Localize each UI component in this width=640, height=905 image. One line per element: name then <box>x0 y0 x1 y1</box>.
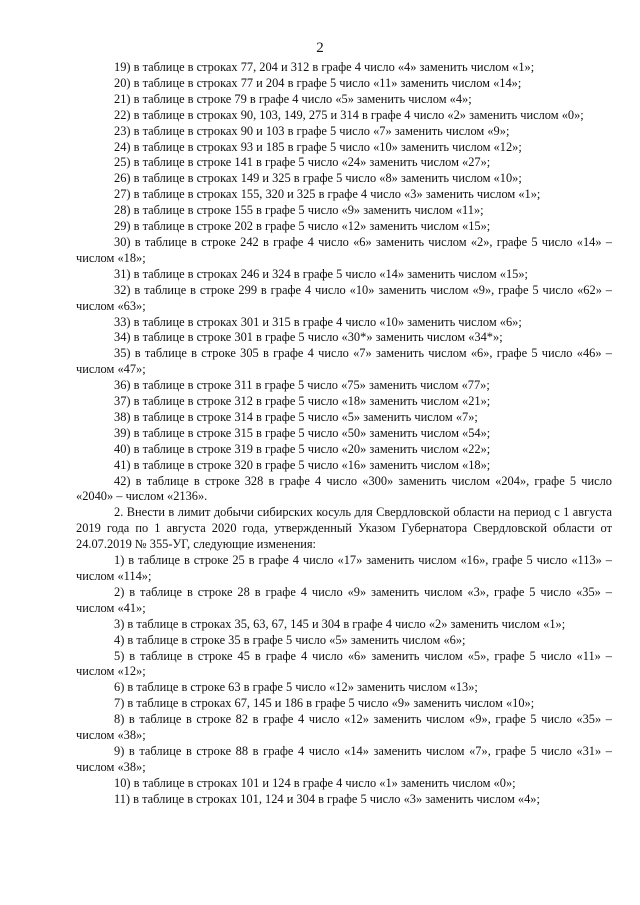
paragraph: 4) в таблице в строке 35 в графе 5 число «5» заменить числом «6»; <box>114 632 466 647</box>
paragraph: 32) в таблице в строке 299 в графе 4 число «10» заменить числом «9», графе 5 число «62» – числом «63»; <box>76 282 612 313</box>
paragraph: 19) в таблице в строках 77, 204 и 312 в графе 4 число «4» заменить числом «1»; <box>114 60 535 74</box>
paragraph: 7) в таблице в строках 67, 145 и 186 в графе 5 число «9» заменить числом «10»; <box>114 696 535 711</box>
paragraph: 22) в таблице в строках 90, 103, 149, 275 и 314 в графе 4 число «2» заменить числом «0»; <box>114 107 584 122</box>
paragraph: 33) в таблице в строках 301 и 315 в графе 4 число «10» заменить числом «6»; <box>114 314 522 329</box>
paragraph: 1) в таблице в строке 25 в графе 4 число «17» заменить числом «16», графе 5 число «113» – числом «114»; <box>76 553 612 583</box>
paragraph: 20) в таблице в строках 77 и 204 в графе 5 число «11» заменить числом «14»; <box>114 75 522 90</box>
paragraph: 40) в таблице в строке 319 в графе 5 число «20» заменить числом «22»; <box>114 441 491 456</box>
page-number: 2 <box>316 40 324 56</box>
paragraph: 26) в таблице в строках 149 и 325 в графе 5 число «8» заменить числом «10»; <box>114 171 522 186</box>
paragraph: 29) в таблице в строке 202 в графе 5 число «12» заменить числом «15»; <box>114 219 491 234</box>
paragraph: 25) в таблице в строке 141 в графе 5 число «24» заменить числом «27»; <box>114 155 491 170</box>
paragraph: 8) в таблице в строке 82 в графе 4 число «12» заменить числом «9», графе 5 число «35» – числом «38»; <box>76 712 612 743</box>
paragraph: 27) в таблице в строках 155, 320 и 325 в графе 4 число «3» заменить числом «1»; <box>114 187 541 202</box>
paragraph: 38) в таблице в строке 314 в графе 5 число «5» заменить числом «7»; <box>114 409 478 424</box>
paragraph: 34) в таблице в строке 301 в графе 5 число «30*» заменить числом «34*»; <box>114 330 503 345</box>
paragraph: 31) в таблице в строках 246 и 324 в графе 5 число «14» заменить числом «15»; <box>114 266 528 281</box>
paragraph: 23) в таблице в строках 90 и 103 в графе 5 число «7» заменить числом «9»; <box>114 123 510 138</box>
paragraph: 3) в таблице в строках 35, 63, 67, 145 и 304 в графе 4 число «2» заменить числом «1»; <box>114 616 566 631</box>
paragraph: 28) в таблице в строке 155 в графе 5 число «9» заменить числом «11»; <box>114 203 484 218</box>
paragraph: 9) в таблице в строке 88 в графе 4 число «14» заменить числом «7», графе 5 число «31» – числом «38»; <box>76 743 612 774</box>
paragraph: 35) в таблице в строке 305 в графе 4 число «7» заменить числом «6», графе 5 число «46» – числом «47»; <box>76 346 612 377</box>
paragraph: 2. Внести в лимит добычи сибирских косуль для Свердловской области на период с 1 августа 2019 года по 1 августа 2020 года, утвержденный Указом Губернатора Свердловской области от 24.07.2019 № 355-УГ, следующие изменения: <box>76 505 612 552</box>
paragraph: 42) в таблице в строке 328 в графе 4 число «300» заменить числом «204», графе 5 число «2040» – числом «2136». <box>76 473 612 504</box>
paragraph: 24) в таблице в строках 93 и 185 в графе 5 число «10» заменить числом «12»; <box>114 139 522 154</box>
paragraph: 21) в таблице в строке 79 в графе 4 число «5» заменить числом «4»; <box>114 91 472 106</box>
paragraph: 41) в таблице в строке 320 в графе 5 число «16» заменить числом «18»; <box>114 457 491 472</box>
paragraph: 5) в таблице в строке 45 в графе 4 число «6» заменить числом «5», графе 5 число «11» – числом «12»; <box>76 648 612 679</box>
paragraph: 2) в таблице в строке 28 в графе 4 число «9» заменить числом «3», графе 5 число «35» – числом «41»; <box>76 584 612 615</box>
paragraph: 39) в таблице в строке 315 в графе 5 число «50» заменить числом «54»; <box>114 425 491 440</box>
paragraph: 6) в таблице в строке 63 в графе 5 число «12» заменить числом «13»; <box>114 680 478 695</box>
paragraph: 37) в таблице в строке 312 в графе 5 число «18» заменить числом «21»; <box>114 394 491 409</box>
paragraph: 36) в таблице в строке 311 в графе 5 число «75» заменить числом «77»; <box>114 378 490 393</box>
paragraph: 30) в таблице в строке 242 в графе 4 число «6» заменить числом «2», графе 5 число «14» – числом «18»; <box>76 234 612 265</box>
document-body <box>76 60 612 808</box>
paragraph: 10) в таблице в строках 101 и 124 в графе 4 число «1» заменить числом «0»; <box>114 775 516 790</box>
paragraph: 11) в таблице в строках 101, 124 и 304 в графе 5 число «3» заменить числом «4»; <box>114 791 540 806</box>
